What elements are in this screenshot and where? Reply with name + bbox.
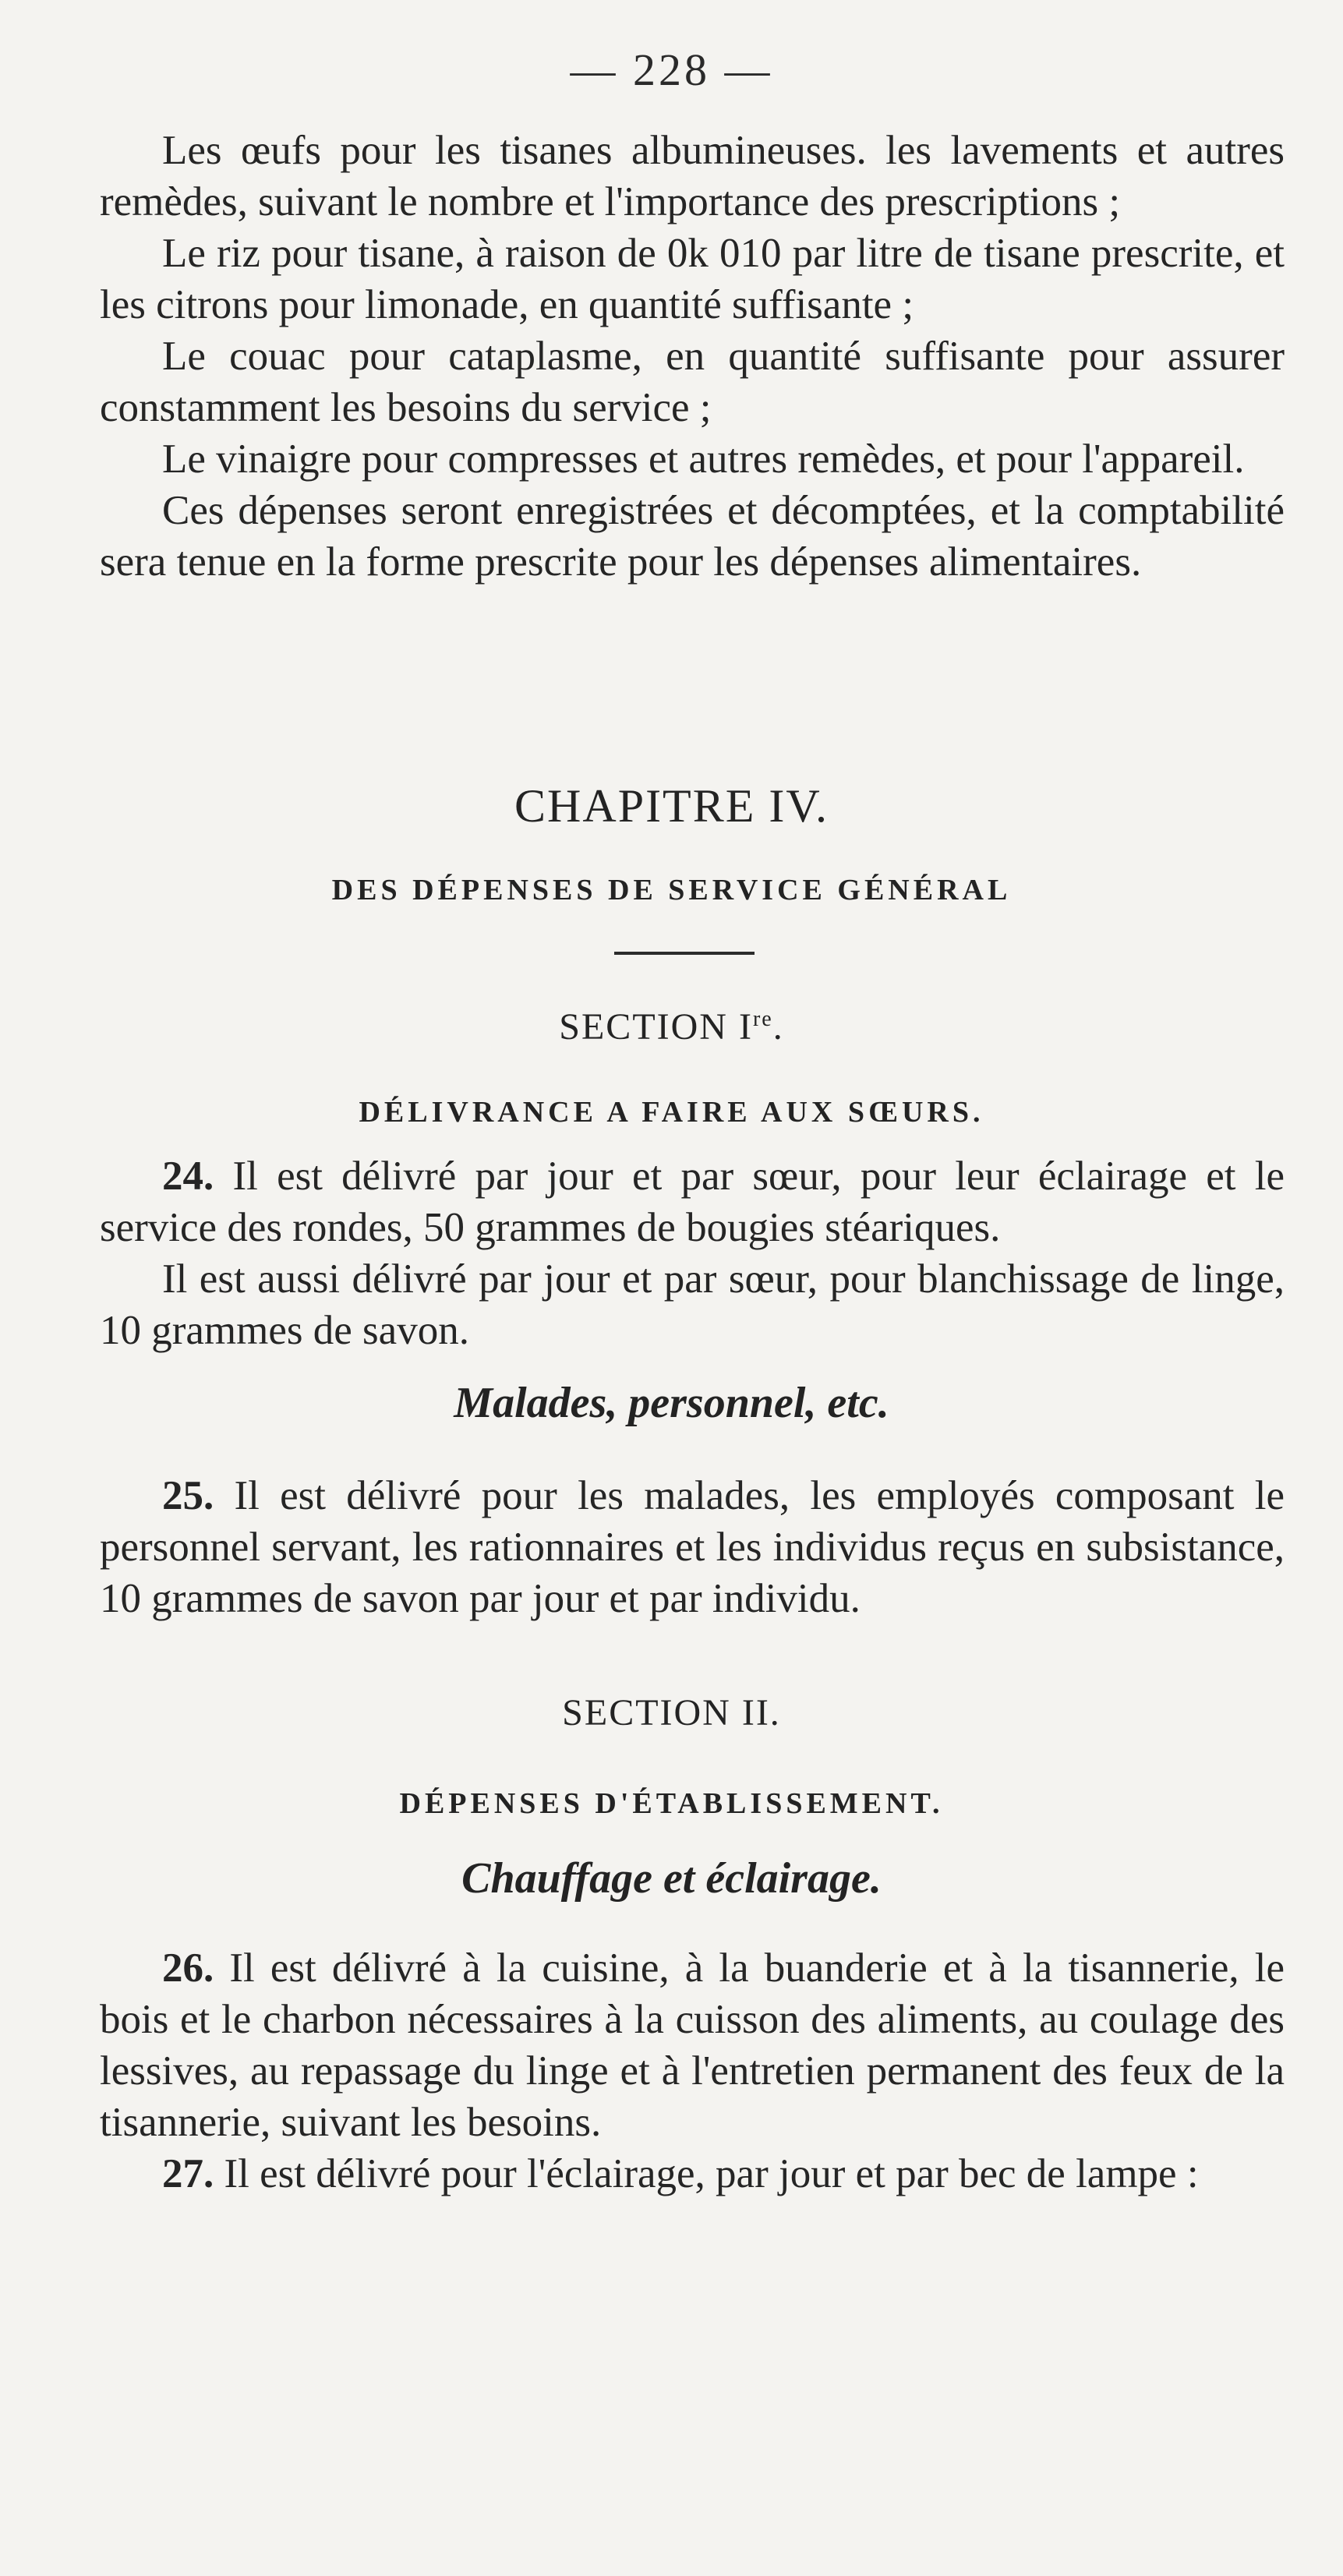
article-26 xyxy=(100,1942,1285,2148)
chapter-title: CHAPITRE IV. xyxy=(514,780,829,832)
article-24-text: Il est délivré par jour et par sœur, pour leur éclairage et le service des rondes, 50 grammes de bougies stéariques. xyxy=(100,1154,1285,1250)
article-27-number: 27. xyxy=(162,2151,214,2196)
article-25-number: 25. xyxy=(162,1473,214,1518)
paragraph: Les œufs pour les tisanes albumineuses. les lavements et autres remèdes, suivant le nombre et l'importance des prescriptions ; xyxy=(100,128,1285,224)
section-1-title-text: SECTION I xyxy=(559,1006,753,1048)
articles-26-27 xyxy=(100,1942,1285,2200)
section-1-title xyxy=(0,1005,1343,1048)
articles-25 xyxy=(100,1470,1285,1624)
paragraph: Le riz pour tisane, à raison de 0k 010 par litre de tisane prescrite, et les citrons pour limonade, en quantité suffisante ; xyxy=(100,231,1285,327)
divider-rule xyxy=(614,952,755,955)
article-26-text: Il est délivré à la cuisine, à la buanderie et à la tisannerie, le bois et le charbon nécessaires à la cuisson des aliments, au coulage des lessives, au repassage du linge et à l'entretien permanent des feux de la tisannerie, suivant les besoins. xyxy=(100,1945,1285,2145)
chapter-subtitle: DES DÉPENSES DE SERVICE GÉNÉRAL xyxy=(331,874,1012,906)
paragraph: Le vinaigre pour compresses et autres remèdes, et pour l'appareil. xyxy=(162,436,1245,482)
paragraph: Le couac pour cataplasme, en quantité suffisante pour assurer constamment les besoins du service ; xyxy=(100,334,1285,430)
article-27-text: Il est délivré pour l'éclairage, par jour et par bec de lampe : xyxy=(214,2151,1199,2196)
article-25 xyxy=(100,1470,1285,1624)
italic-heading-1: Malades, personnel, etc. xyxy=(454,1379,889,1427)
article-26-number: 26. xyxy=(162,1945,214,1991)
paragraph: Ces dépenses seront enregistrées et décomptées, et la comptabilité sera tenue en la forme prescrite pour les dépenses alimentaires. xyxy=(100,488,1285,585)
article-24-number: 24. xyxy=(162,1154,214,1199)
article-24 xyxy=(100,1150,1285,1253)
top-text-block xyxy=(100,125,1285,588)
articles-24 xyxy=(100,1150,1285,1356)
section-2-title: SECTION II. xyxy=(562,1692,781,1733)
section-1-title-end: . xyxy=(772,1006,784,1048)
section-2-subtitle: DÉPENSES D'ÉTABLISSEMENT. xyxy=(399,1787,944,1820)
italic-heading-2: Chauffage et éclairage. xyxy=(461,1854,882,1903)
page-number: — 228 — xyxy=(570,44,773,95)
article-25-text: Il est délivré pour les malades, les employés composant le personnel servant, les rationnaires et les individus reçus en subsistance, 10 grammes de savon par jour et par individu. xyxy=(100,1473,1285,1621)
article-27 xyxy=(100,2148,1285,2200)
section-1-subtitle: DÉLIVRANCE A FAIRE AUX SŒURS. xyxy=(359,1096,984,1129)
article-24-paragraph-2: Il est aussi délivré par jour et par sœur, pour blanchissage de linge, 10 grammes de savon. xyxy=(100,1256,1285,1353)
section-1-title-sup: re xyxy=(752,1007,773,1031)
